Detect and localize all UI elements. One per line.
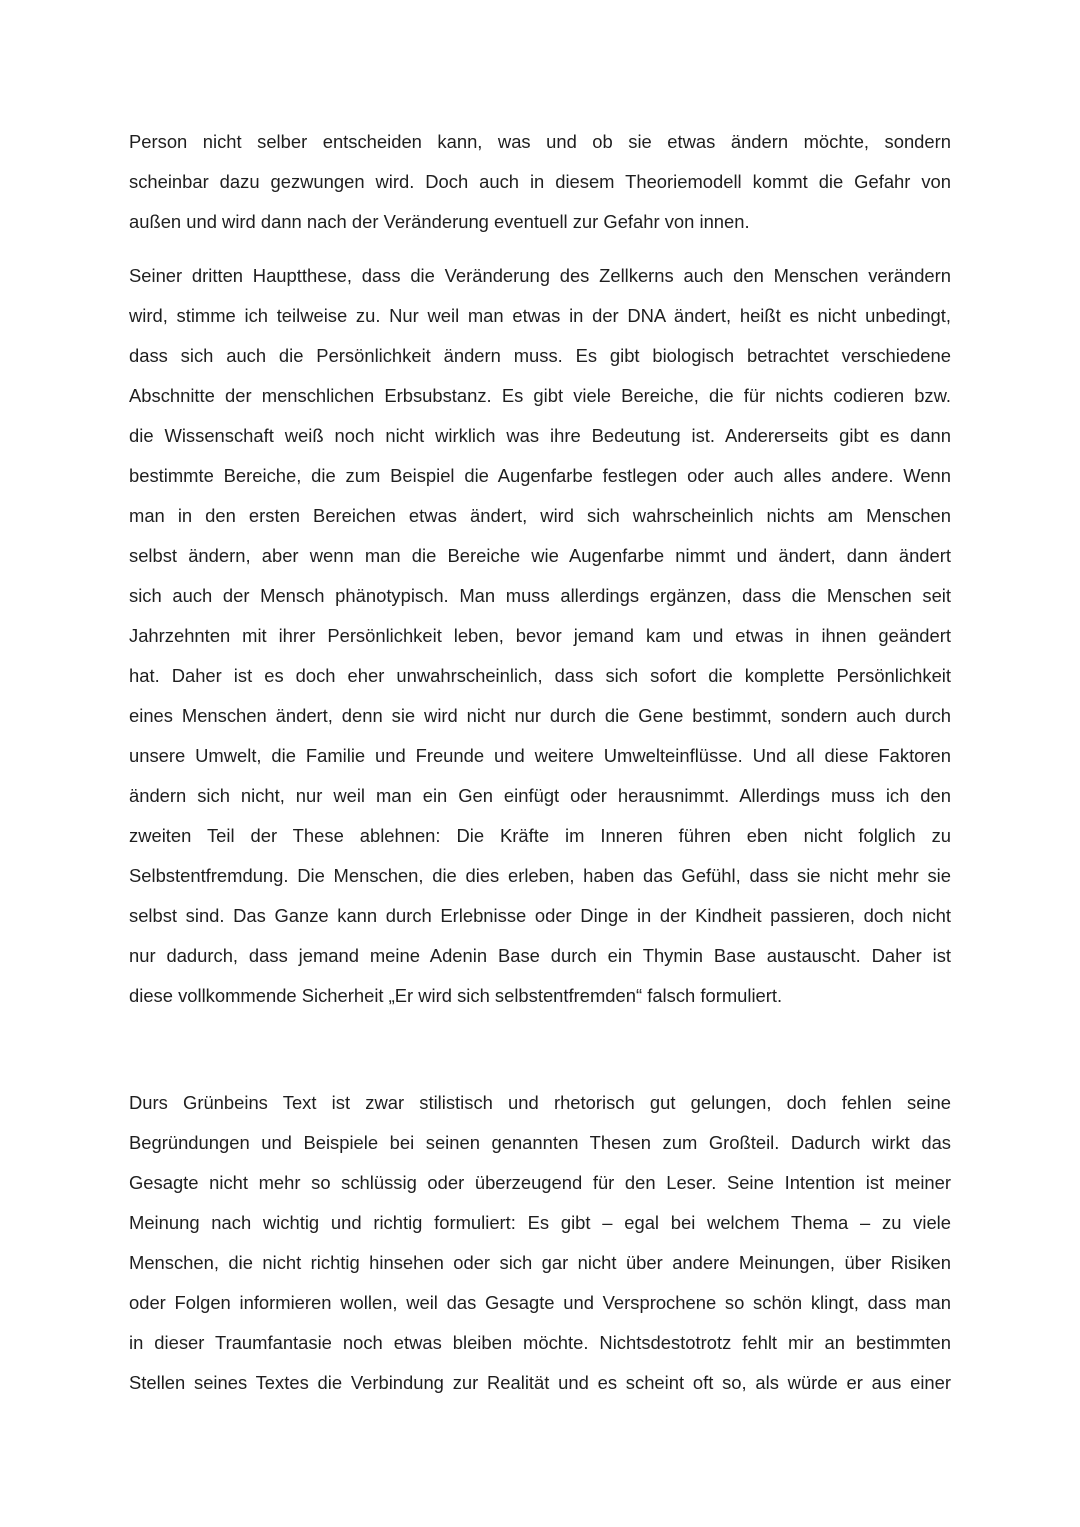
text-line: oder Folgen informieren wollen, weil das Gesagte und Versprochene so schön klingt, dass man <box>129 1292 951 1313</box>
paragraph-3 <box>129 1083 951 1403</box>
text-line: Menschen, die nicht richtig hinsehen oder sich gar nicht über andere Meinungen, über Risiken <box>129 1252 951 1273</box>
text-line: die Wissenschaft weiß noch nicht wirklich was ihre Bedeutung ist. Andererseits gibt es dann <box>129 425 951 446</box>
text-line: Meinung nach wichtig und richtig formuliert: Es gibt – egal bei welchem Thema – zu viele <box>129 1212 951 1233</box>
text-line: Begründungen und Beispiele bei seinen genannten Thesen zum Großteil. Dadurch wirkt das <box>129 1132 951 1153</box>
text-line: Seiner dritten Hauptthese, dass die Veränderung des Zellkerns auch den Menschen verändern <box>129 265 951 286</box>
text-line: Abschnitte der menschlichen Erbsubstanz. Es gibt viele Bereiche, die für nichts codieren bzw. <box>129 385 951 406</box>
text-line: diese vollkommende Sicherheit „Er wird sich selbstentfremden“ falsch formuliert. <box>129 985 783 1006</box>
text-line: Jahrzehnten mit ihrer Persönlichkeit leben, bevor jemand kam und etwas in ihnen geändert <box>129 625 951 646</box>
text-line: bestimmte Bereiche, die zum Beispiel die Augenfarbe festlegen oder auch alles andere. Wenn <box>129 465 951 486</box>
text-line: eines Menschen ändert, denn sie wird nicht nur durch die Gene bestimmt, sondern auch durch <box>129 705 951 726</box>
text-line: man in den ersten Bereichen etwas ändert, wird sich wahrscheinlich nichts am Menschen <box>129 505 951 526</box>
text-line: Person nicht selber entscheiden kann, was und ob sie etwas ändern möchte, sondern <box>129 131 951 152</box>
text-line: wird, stimme ich teilweise zu. Nur weil man etwas in der DNA ändert, heißt es nicht unbedingt, <box>129 305 951 326</box>
paragraph-2 <box>129 256 951 1016</box>
text-line: selbst ändern, aber wenn man die Bereiche wie Augenfarbe nimmt und ändert, dann ändert <box>129 545 951 566</box>
text-line: sich auch der Mensch phänotypisch. Man muss allerdings ergänzen, dass die Menschen seit <box>129 585 951 606</box>
text-line: scheinbar dazu gezwungen wird. Doch auch in diesem Theoriemodell kommt die Gefahr von <box>129 171 951 192</box>
text-line: selbst sind. Das Ganze kann durch Erlebnisse oder Dinge in der Kindheit passieren, doch nicht <box>129 905 951 926</box>
text-line: hat. Daher ist es doch eher unwahrscheinlich, dass sich sofort die komplette Persönlichkeit <box>129 665 951 686</box>
text-line: Selbstentfremdung. Die Menschen, die dies erleben, haben das Gefühl, dass sie nicht mehr sie <box>129 865 951 886</box>
text-line: Stellen seines Textes die Verbindung zur Realität und es scheint oft so, als würde er aus einer <box>129 1372 951 1393</box>
text-line: nur dadurch, dass jemand meine Adenin Base durch ein Thymin Base austauscht. Daher ist <box>129 945 951 966</box>
text-line: Durs Grünbeins Text ist zwar stilistisch und rhetorisch gut gelungen, doch fehlen seine <box>129 1092 951 1113</box>
text-line: unsere Umwelt, die Familie und Freunde und weitere Umwelteinflüsse. Und all diese Faktoren <box>129 745 951 766</box>
text-line: außen und wird dann nach der Veränderung eventuell zur Gefahr von innen. <box>129 211 750 232</box>
text-line: in dieser Traumfantasie noch etwas bleiben möchte. Nichtsdestotrotz fehlt mir an bestimmten <box>129 1332 951 1353</box>
text-line: dass sich auch die Persönlichkeit ändern muss. Es gibt biologisch betrachtet verschiedene <box>129 345 951 366</box>
paragraph-1 <box>129 122 951 242</box>
text-line: ändern sich nicht, nur weil man ein Gen einfügt oder herausnimmt. Allerdings muss ich den <box>129 785 951 806</box>
text-line: zweiten Teil der These ablehnen: Die Kräfte im Inneren führen eben nicht folglich zu <box>129 825 951 846</box>
text-line: Gesagte nicht mehr so schlüssig oder überzeugend für den Leser. Seine Intention ist meiner <box>129 1172 951 1193</box>
